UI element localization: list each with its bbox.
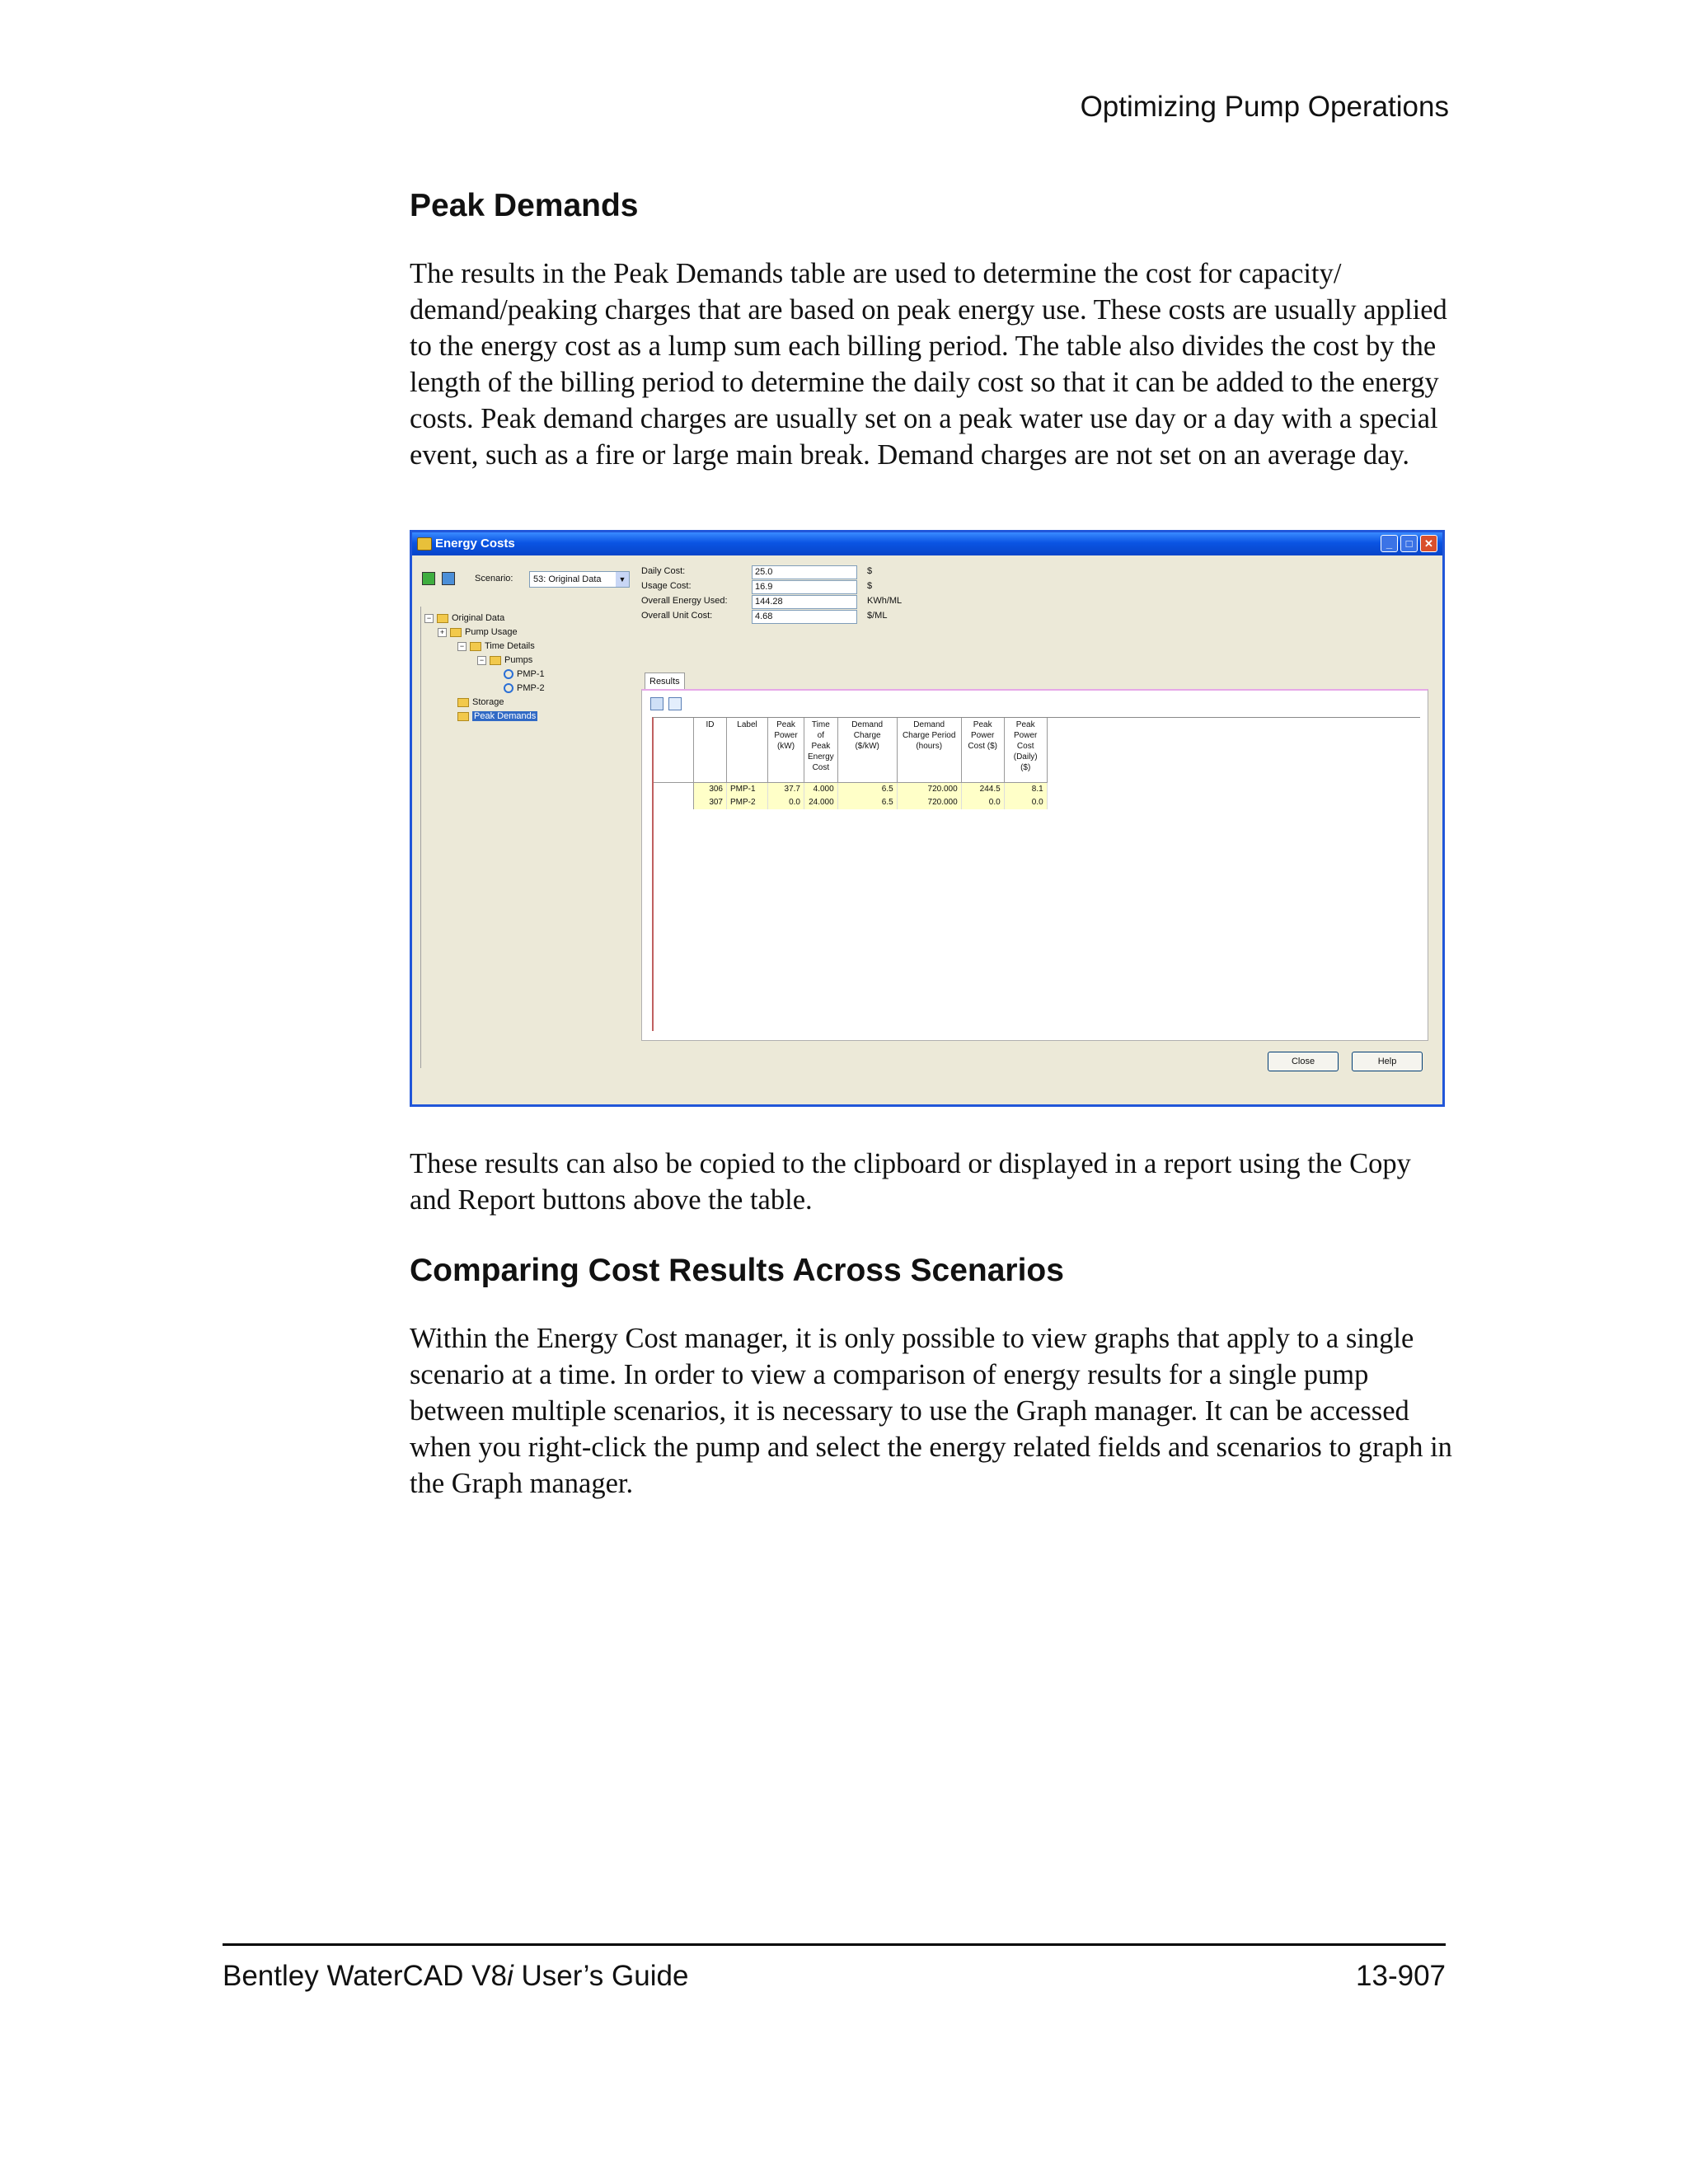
close-button[interactable]: Close <box>1268 1052 1339 1071</box>
folder-icon <box>457 712 469 721</box>
row-header-cell[interactable] <box>654 796 694 809</box>
table-cell: 24.000 <box>804 796 838 809</box>
scenario-value: 53: Original Data <box>533 574 602 584</box>
collapse-icon[interactable]: − <box>457 642 467 651</box>
column-header[interactable]: Label <box>727 718 768 782</box>
tree-node[interactable] <box>504 668 545 681</box>
footer-guide-suffix: User’s Guide <box>513 1960 689 1992</box>
table-cell: 6.5 <box>837 796 897 809</box>
column-header[interactable]: Demand Charge ($/kW) <box>837 718 897 782</box>
page-number: 13-907 <box>1356 1960 1446 1992</box>
field-unit: KWh/ML <box>867 596 903 606</box>
table-cell: 307 <box>694 796 727 809</box>
energy-costs-dialog <box>410 530 1445 1107</box>
field-label: Daily Cost: <box>641 566 686 576</box>
expand-icon[interactable]: + <box>438 628 447 637</box>
table-row[interactable] <box>654 782 1047 796</box>
dialog-title: Energy Costs <box>435 537 515 551</box>
column-header[interactable]: ID <box>694 718 727 782</box>
tree-node-label: Pump Usage <box>465 627 518 637</box>
table-cell: 306 <box>694 782 727 796</box>
tree-node[interactable] <box>424 612 504 625</box>
folder-icon <box>470 642 481 651</box>
folder-icon <box>450 628 462 637</box>
close-window-button[interactable]: ✕ <box>1420 535 1437 552</box>
field-label: Usage Cost: <box>641 581 692 591</box>
chevron-down-icon: ▼ <box>616 572 629 587</box>
maximize-button[interactable]: □ <box>1400 535 1418 552</box>
tree-node-label: PMP-1 <box>517 669 545 679</box>
collapse-icon[interactable]: − <box>424 614 434 623</box>
table-cell: 720.000 <box>897 782 961 796</box>
results-grid <box>652 717 1420 1031</box>
row-header-cell[interactable] <box>654 782 694 796</box>
tree-node-label: Peak Demands <box>474 711 537 721</box>
field-value: 4.68 <box>752 610 857 624</box>
section-heading-comparing-costs: Comparing Cost Results Across Scenarios <box>410 1253 1064 1288</box>
tree-node[interactable] <box>504 682 545 695</box>
tree-node-label: Storage <box>472 697 504 707</box>
field-value: 25.0 <box>752 565 857 579</box>
table-cell: PMP-1 <box>727 782 768 796</box>
field-unit: $/ML <box>867 611 888 621</box>
row-header-corner <box>654 718 694 782</box>
paragraph-comparing-costs: Within the Energy Cost manager, it is only possible to view graphs that apply to a single scenario at a time. In order to view a comparison of energy results for a single pump between multiple scenarios, it is necessary to use the Graph manager. It can be accessed when you right-click the pump and select the energy related fields and scenarios to graph in the Graph manager. <box>410 1323 1452 1499</box>
table-cell: 0.0 <box>768 796 804 809</box>
folder-icon <box>457 698 469 707</box>
tree-node[interactable] <box>438 626 518 639</box>
table-cell: 0.0 <box>961 796 1004 809</box>
scenario-label: Scenario: <box>475 574 513 583</box>
tab-results[interactable]: Results <box>645 673 685 690</box>
paragraph-peak-demands: The results in the Peak Demands table are used to determine the cost for capacity/ demand/peaking charges that are based on peak energy use. These costs are usually applied to the energy cost as a lump sum each billing period. The table also divides the cost by the length of the billing period to determine the daily cost so that it can be added to the energy costs. Peak demand charges are usually set on a peak water use day or a day with a special event, such as a fire or large main break. Demand charges are not set on an average day. <box>410 258 1447 471</box>
paragraph-copy-report: These results can also be copied to the clipboard or displayed in a report using the Copy and Report buttons above the table. <box>410 1148 1411 1216</box>
column-header[interactable]: Time of Peak Energy Cost <box>804 718 838 782</box>
field-unit: $ <box>867 581 873 591</box>
scenario-tree <box>420 607 631 1068</box>
results-panel <box>641 689 1428 1041</box>
table-cell: 720.000 <box>897 796 961 809</box>
footer-guide-title <box>223 1960 688 1993</box>
compute-icon[interactable] <box>422 572 435 585</box>
table-cell: 6.5 <box>837 782 897 796</box>
folder-icon <box>437 614 448 623</box>
folder-icon <box>490 656 501 665</box>
running-header: Optimizing Pump Operations <box>1080 91 1449 123</box>
scenario-select[interactable] <box>529 571 630 588</box>
field-label: Overall Unit Cost: <box>641 611 713 621</box>
pump-icon <box>504 683 513 693</box>
help-button[interactable]: Help <box>1352 1052 1423 1071</box>
collapse-icon[interactable]: − <box>477 656 486 665</box>
field-unit: $ <box>867 566 873 576</box>
table-cell: 37.7 <box>768 782 804 796</box>
app-icon <box>417 537 432 551</box>
column-header[interactable]: Peak Power Cost (Daily) ($) <box>1004 718 1047 782</box>
footer-guide-italic: i <box>506 1960 513 1992</box>
report-icon[interactable] <box>668 697 682 710</box>
table-cell: 8.1 <box>1004 782 1047 796</box>
table-cell: PMP-2 <box>727 796 768 809</box>
tree-node-label: PMP-2 <box>517 683 545 693</box>
footer-guide-prefix: Bentley WaterCAD V8 <box>223 1960 507 1992</box>
column-header[interactable]: Peak Power Cost ($) <box>961 718 1004 782</box>
tree-node[interactable] <box>457 640 535 653</box>
table-cell: 244.5 <box>961 782 1004 796</box>
tree-node[interactable] <box>457 696 504 709</box>
peak-demands-table <box>654 718 1048 809</box>
tree-node[interactable] <box>457 710 537 723</box>
table-row[interactable] <box>654 796 1047 809</box>
table-cell: 4.000 <box>804 782 838 796</box>
field-value: 144.28 <box>752 595 857 609</box>
field-value: 16.9 <box>752 580 857 594</box>
footer-rule <box>223 1943 1446 1946</box>
copy-icon[interactable] <box>650 697 663 710</box>
pump-icon <box>504 669 513 679</box>
field-label: Overall Energy Used: <box>641 596 728 606</box>
table-cell: 0.0 <box>1004 796 1047 809</box>
table-header-row <box>654 718 1047 782</box>
tree-node[interactable] <box>477 654 532 667</box>
minimize-button[interactable]: _ <box>1381 535 1398 552</box>
column-header[interactable]: Peak Power (kW) <box>768 718 804 782</box>
tree-node-label: Pumps <box>504 655 533 665</box>
dialog-titlebar <box>412 532 1442 555</box>
refresh-icon[interactable] <box>442 572 455 585</box>
tree-node-label: Time Details <box>485 641 535 651</box>
section-heading-peak-demands: Peak Demands <box>410 188 639 223</box>
column-header[interactable]: Demand Charge Period (hours) <box>897 718 961 782</box>
tree-node-label: Original Data <box>452 613 505 623</box>
